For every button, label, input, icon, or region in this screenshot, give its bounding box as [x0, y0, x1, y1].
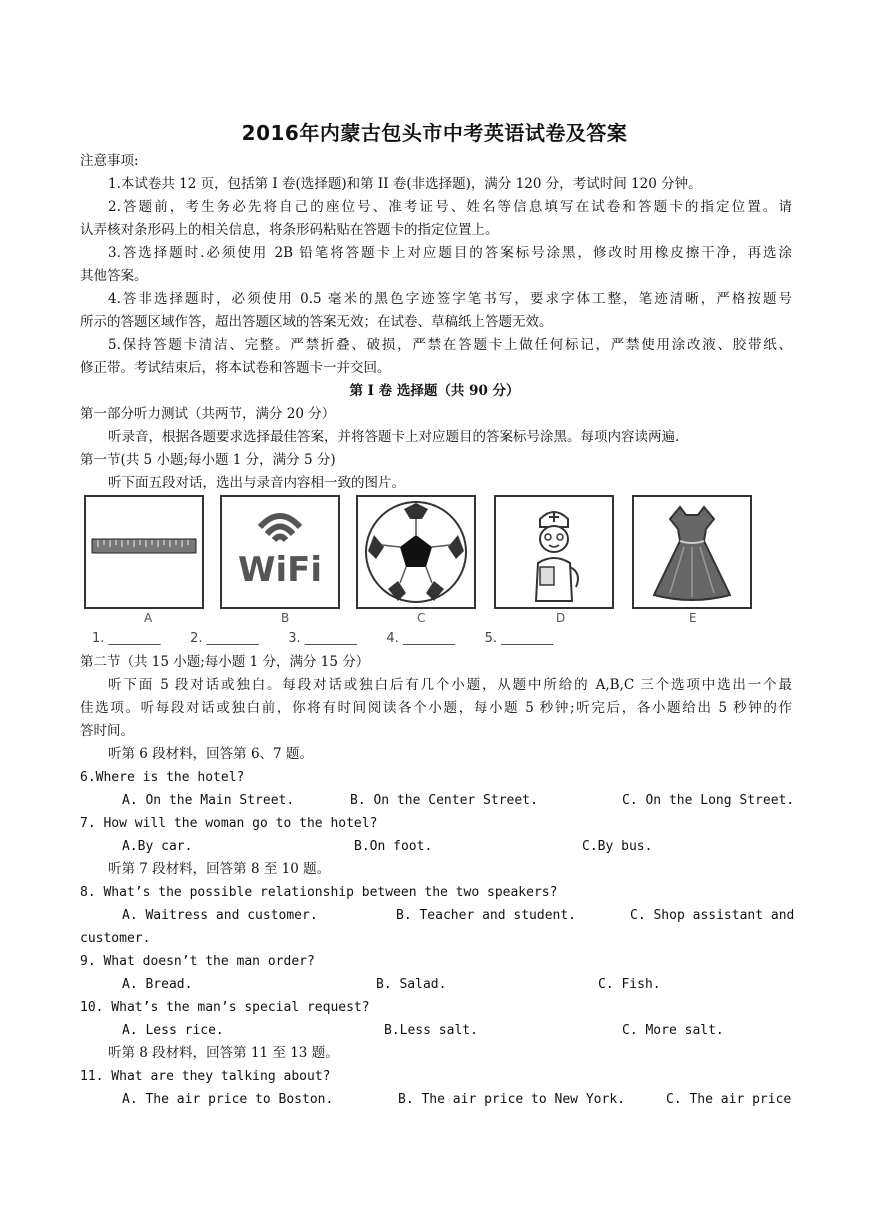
question-11: 11. What are they talking about?	[80, 1069, 331, 1084]
answer-blank-1[interactable]: 1. ________	[92, 631, 161, 646]
answer-blank-5[interactable]: 5. ________	[484, 631, 554, 646]
option-a[interactable]: A. On the Main Street.	[122, 793, 295, 808]
question-10: 10. What’s the man’s special request?	[80, 1000, 370, 1015]
option-c[interactable]: C. On the Long Street.	[622, 793, 795, 808]
notice-item-2-line-1: 2.答题前，考生务必先将自己的座位号、准考证号、姓名等信息填写在试卷和答题卡的指定位置。请	[108, 199, 792, 215]
doctor-icon	[496, 497, 612, 607]
notice-item-2-line-2: 认弄核对条形码上的相关信息，将条形码粘贴在答题卡的指定位置上。	[80, 222, 499, 238]
sec1-heading: 第一节(共 5 小题;每小题 1 分，满分 5 分)	[80, 452, 336, 468]
picture-c	[356, 495, 476, 609]
option-b[interactable]: B. On the Center Street.	[350, 793, 538, 808]
question-7: 7. How will the woman go to the hotel?	[80, 816, 378, 831]
question-8-option-c-continued: customer.	[80, 931, 151, 946]
part1-heading: 第一部分听力测试（共两节，满分 20 分）	[80, 406, 336, 422]
answer-blanks	[92, 631, 553, 646]
option-c[interactable]: C. More salt.	[622, 1023, 724, 1038]
wifi-text: WiFi	[237, 550, 323, 590]
option-b[interactable]: B. Salad.	[376, 977, 447, 992]
option-a[interactable]: A.By car.	[122, 839, 193, 854]
wifi-icon	[222, 497, 338, 607]
option-c[interactable]: C. Shop assistant and	[630, 908, 795, 923]
option-a[interactable]: A. Bread.	[122, 977, 193, 992]
picture-a-label: A	[144, 611, 153, 625]
answer-blank-3[interactable]: 3. ________	[288, 631, 357, 646]
picture-e	[632, 495, 752, 609]
picture-a	[84, 495, 204, 609]
option-c[interactable]: C. The air price	[666, 1092, 792, 1107]
picture-b-label: B	[281, 611, 290, 625]
picture-d	[494, 495, 614, 609]
picture-d-label: D	[556, 611, 566, 625]
option-a[interactable]: A. The air price to Boston.	[122, 1092, 334, 1107]
material-7: 听第 7 段材料，回答第 8 至 10 题。	[108, 861, 331, 877]
question-9: 9. What doesn’t the man order?	[80, 954, 315, 969]
notice-item-4-line-2: 所示的答题区域作答，超出答题区域的答案无效；在试卷、草稿纸上答题无效。	[80, 314, 553, 330]
notice-item-5-line-1: 5.保持答题卡清洁、完整。严禁折叠、破损，严禁在答题卡上做任何标记，严禁使用涂改液、胶带纸、	[108, 337, 792, 353]
notice-item-4-line-1: 4.答非选择题时，必须使用 0.5 毫米的黑色字迹签字笔书写，要求字体工整，笔迹清晰，严格按题号	[108, 291, 792, 307]
option-c[interactable]: C. Fish.	[598, 977, 661, 992]
notice-item-3-line-1: 3.答选择题时.必须使用 2B 铅笔将答题卡上对应题目的答案标号涂黑，修改时用橡皮擦干净，再选涂	[108, 245, 792, 261]
notice-heading: 注意事项:	[80, 153, 139, 169]
option-b[interactable]: B.Less salt.	[384, 1023, 478, 1038]
part1-instructions: 听录音，根据各题要求选择最佳答案，并将答题卡上对应题目的答案标号涂黑。每项内容读两遍.	[108, 429, 680, 445]
option-b[interactable]: B. The air price to New York.	[398, 1092, 625, 1107]
answer-blank-4[interactable]: 4. ________	[386, 631, 455, 646]
option-c[interactable]: C.By bus.	[582, 839, 653, 854]
sec2-instructions-line-2: 佳选项。听每段对话或独白前，你将有时间阅读各个小题，每小题 5 秒钟;听完后，各小题给出 5 秒钟的作	[80, 700, 792, 716]
notice-item-3-line-2: 其他答案。	[80, 268, 148, 284]
notice-item-1: 1.本试卷共 12 页，包括第 I 卷(选择题)和第 II 卷(非选择题)，满分 120 分，考试时间 120 分钟。	[108, 176, 702, 192]
material-6: 听第 6 段材料，回答第 6、7 题。	[108, 746, 313, 762]
question-6: 6.Where is the hotel?	[80, 770, 245, 785]
soccer-ball-icon	[358, 497, 474, 607]
sec2-instructions-line-1: 听下面 5 段对话或独白。每段对话或独白后有几个小题，从题中所给的 A,B,C 三个选项中选出一个最	[108, 677, 792, 693]
page-title: 2016年内蒙古包头市中考英语试卷及答案	[241, 121, 628, 145]
question-8: 8. What’s the possible relationship between the two speakers?	[80, 885, 558, 900]
answer-blank-2[interactable]: 2. ________	[190, 631, 259, 646]
sec2-instructions-line-3: 答时间。	[80, 723, 134, 739]
picture-c-label: C	[417, 611, 426, 625]
option-b[interactable]: B. Teacher and student.	[396, 908, 577, 923]
dress-icon	[634, 497, 750, 607]
ruler-icon	[86, 497, 202, 607]
notice-item-5-line-2: 修正带。考试结束后，将本试卷和答题卡一并交回。	[80, 360, 391, 376]
sec2-heading: 第二节（共 15 小题;每小题 1 分，满分 15 分）	[80, 654, 370, 670]
sec1-instructions: 听下面五段对话，选出与录音内容相一致的图片。	[108, 475, 405, 491]
picture-b	[220, 495, 340, 609]
option-a[interactable]: A. Waitress and customer.	[122, 908, 318, 923]
material-8: 听第 8 段材料，回答第 11 至 13 题。	[108, 1045, 339, 1061]
option-a[interactable]: A. Less rice.	[122, 1023, 224, 1038]
section-heading: 第 I 卷 选择题（共 90 分）	[349, 383, 520, 399]
picture-e-label: E	[689, 611, 697, 625]
option-b[interactable]: B.On foot.	[354, 839, 433, 854]
